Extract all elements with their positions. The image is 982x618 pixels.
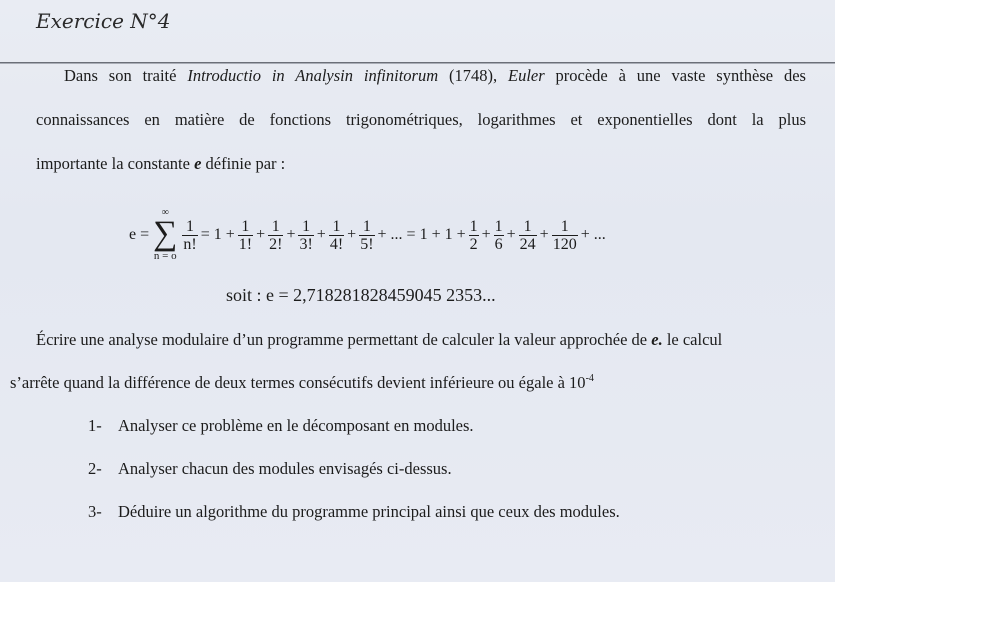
plus-sign: + bbox=[481, 226, 491, 243]
fraction-numerator: 1 bbox=[302, 217, 311, 235]
title-divider bbox=[0, 62, 835, 64]
question-text: s’arrête quand la différence de deux termes consécutifs devient inférieure ou égale à 10 bbox=[10, 373, 586, 392]
fraction-term bbox=[268, 218, 283, 253]
fraction-denominator: n! bbox=[183, 235, 197, 253]
sum-lower-bound: n = o bbox=[153, 250, 177, 262]
constant-e: e. bbox=[651, 330, 663, 349]
fraction-numerator: 1 bbox=[560, 217, 569, 235]
question-text: Écrire une analyse modulaire d’un programme permettant de calculer la valeur approchée de bbox=[36, 330, 652, 349]
fraction-denominator: 4! bbox=[329, 235, 344, 253]
plus-sign: + bbox=[256, 226, 266, 243]
fraction-term bbox=[494, 218, 504, 253]
sigma-symbol: ∑ bbox=[153, 215, 178, 252]
fraction-term bbox=[238, 218, 253, 253]
general-term bbox=[182, 218, 197, 253]
item-number: 1- bbox=[88, 416, 102, 435]
plus-sign: + bbox=[347, 226, 357, 243]
intro-text: procède à une vaste synthèse des bbox=[544, 66, 806, 85]
author-name: Euler bbox=[507, 66, 545, 85]
fraction-denominator: 3! bbox=[299, 235, 313, 253]
item-number: 2- bbox=[88, 459, 102, 478]
fraction-numerator: 1 bbox=[494, 217, 503, 235]
intro-text: définie par : bbox=[201, 154, 286, 173]
formula-operator: + ... = 1 + 1 + bbox=[377, 226, 466, 243]
intro-text: Dans son traité bbox=[64, 66, 188, 85]
fraction-denominator: 6 bbox=[494, 235, 503, 253]
fraction-numerator: 1 bbox=[186, 217, 195, 235]
fraction-numerator: 1 bbox=[469, 217, 478, 235]
fraction-denominator: 2 bbox=[469, 235, 478, 253]
plus-sign: + bbox=[316, 226, 326, 243]
intro-line-1 bbox=[64, 66, 806, 86]
intro-text: importante la constante bbox=[36, 154, 195, 173]
constant-e: e bbox=[194, 154, 202, 173]
fraction-term bbox=[469, 218, 479, 253]
fraction-denominator: 1! bbox=[238, 235, 253, 253]
item-text: Analyser ce problème en le décomposant en modules. bbox=[118, 416, 474, 435]
intro-line-3 bbox=[36, 154, 285, 174]
exercise-title: Exercice N°4 bbox=[36, 9, 171, 33]
plus-sign: + bbox=[539, 226, 549, 243]
fraction-denominator: 5! bbox=[360, 235, 374, 253]
task-item-1 bbox=[88, 416, 474, 436]
question-line-1 bbox=[36, 330, 806, 350]
plus-sign: + bbox=[506, 226, 516, 243]
fraction-term bbox=[552, 218, 578, 253]
item-number: 3- bbox=[88, 502, 102, 521]
book-title: Introductio in Analysin infinitorum bbox=[187, 66, 439, 85]
item-text: Déduire un algorithme du programme principal ainsi que ceux des modules. bbox=[118, 502, 620, 521]
fraction-denominator: 2! bbox=[269, 235, 283, 253]
fraction-numerator: 1 bbox=[332, 217, 341, 235]
fraction-numerator: 1 bbox=[523, 217, 532, 235]
plus-sign: + bbox=[286, 226, 296, 243]
series-formula bbox=[128, 200, 607, 270]
task-item-3 bbox=[88, 502, 620, 522]
intro-text: (1748), bbox=[438, 66, 508, 85]
task-item-2 bbox=[88, 459, 452, 479]
fraction-denominator: 24 bbox=[519, 235, 536, 253]
fraction-numerator: 1 bbox=[362, 217, 371, 235]
sum-upper-bound: ∞ bbox=[161, 207, 169, 218]
formula-lhs: e = bbox=[129, 226, 150, 243]
factorial-terms bbox=[236, 218, 377, 253]
fraction-term bbox=[298, 218, 313, 253]
fraction-numerator: 1 bbox=[241, 217, 250, 235]
fraction-term bbox=[359, 218, 374, 253]
summation bbox=[153, 208, 177, 262]
question-text: le calcul bbox=[662, 330, 723, 349]
item-text: Analyser chacun des modules envisagés ci-dessus. bbox=[118, 459, 452, 478]
exponent: -4 bbox=[585, 373, 594, 384]
fraction-denominator: 120 bbox=[552, 235, 577, 253]
fraction-term bbox=[329, 218, 344, 253]
formula-tail: + ... bbox=[580, 226, 606, 243]
intro-line-2: connaissances en matière de fonctions trigonométriques, logarithmes et exponentielles dont la plus bbox=[36, 110, 806, 129]
fraction-term bbox=[519, 218, 537, 253]
decimal-terms bbox=[467, 218, 580, 253]
fraction-numerator: 1 bbox=[271, 217, 280, 235]
question-line-2 bbox=[10, 373, 594, 396]
e-value: soit : e = 2,718281828459045 2353... bbox=[226, 285, 496, 305]
formula-operator: = 1 + bbox=[200, 226, 235, 243]
